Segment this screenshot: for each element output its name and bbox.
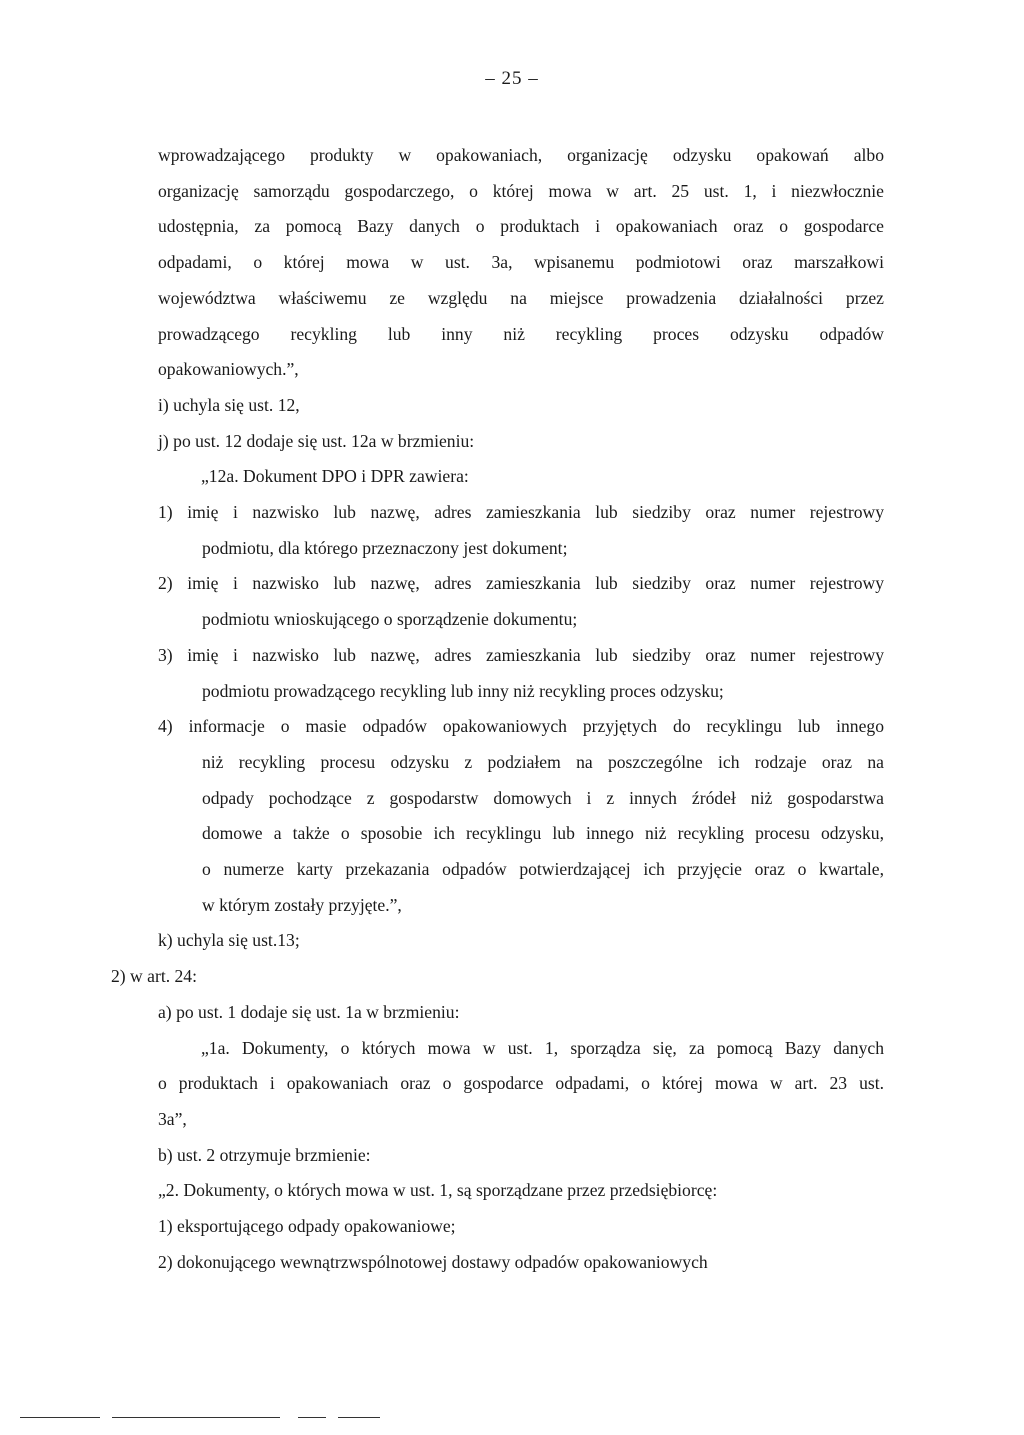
- text-line: wprowadzającego produkty w opakowaniach, organizację odzysku opakowań albo: [158, 145, 884, 165]
- list-item-line: 2) imię i nazwisko lub nazwę, adres zamieszkania lub siedziby oraz numer rejestrowy: [158, 573, 884, 594]
- para-12a-heading: „12a. Dokument DPO i DPR zawiera:: [201, 466, 469, 487]
- point-j: j) po ust. 12 dodaje się ust. 12a w brzmieniu:: [158, 430, 475, 451]
- list-item: [158, 495, 884, 566]
- point-i: i) uchyla się ust. 12,: [158, 394, 300, 415]
- list-item-line: podmiotu, dla którego przeznaczony jest dokument;: [202, 537, 568, 558]
- list-item: 1) eksportującego odpady opakowaniowe;: [158, 1216, 456, 1237]
- para-2-heading: „2. Dokumenty, o których mowa w ust. 1, są sporządzane przez przedsiębiorcę:: [158, 1180, 718, 1201]
- text-line: prowadzącego recykling lub inny niż recykling proces odzysku odpadów: [158, 323, 884, 344]
- list-item-line: 4) informacje o masie odpadów opakowaniowych przyjętych do recyklingu lub innego: [158, 716, 884, 737]
- text-line: o produktach i opakowaniach oraz o gospodarce odpadami, o której mowa w art. 23 ust.: [158, 1073, 884, 1094]
- list-item: 2) dokonującego wewnątrzwspólnotowej dostawy odpadów opakowaniowych: [158, 1251, 708, 1272]
- point-k: k) uchyla się ust.13;: [158, 930, 300, 951]
- point-a: a) po ust. 1 dodaje się ust. 1a w brzmieniu:: [158, 1001, 460, 1022]
- list-item-line: o numerze karty przekazania odpadów potwierdzającej ich przyjęcie oraz o kwartale,: [202, 859, 884, 880]
- list-item-line: niż recykling procesu odzysku z podziałem na poszczególne ich rodzaje oraz na: [202, 751, 884, 772]
- list-item-line: 1) imię i nazwisko lub nazwę, adres zamieszkania lub siedziby oraz numer rejestrowy: [158, 502, 884, 523]
- list-item: [158, 566, 884, 637]
- text-line: udostępnia, za pomocą Bazy danych o produktach i opakowaniach oraz o gospodarce: [158, 216, 884, 237]
- list-item: [158, 638, 884, 709]
- document-body: [111, 138, 884, 1281]
- list-item-line: w którym zostały przyjęte.”,: [202, 894, 402, 915]
- text-line: opakowaniowych.”,: [158, 359, 299, 380]
- text-line: organizację samorządu gospodarczego, o której mowa w art. 25 ust. 1, i niezwłocznie: [158, 180, 884, 201]
- list-item-line: podmiotu wnioskującego o sporządzenie dokumentu;: [202, 609, 578, 630]
- page-number: – 25 –: [485, 68, 539, 89]
- list-12a: [158, 495, 884, 923]
- text-line: 3a”,: [158, 1108, 187, 1129]
- text-line: „1a. Dokumenty, o których mowa w ust. 1, sporządza się, za pomocą Bazy danych: [201, 1037, 884, 1058]
- list-item-line: odpady pochodzące z gospodarstw domowych i z innych źródeł niż gospodarstwa: [202, 787, 884, 808]
- text-line: odpadami, o której mowa w ust. 3a, wpisanemu podmiotowi oraz marszałkowi: [158, 252, 884, 273]
- list-item-line: 3) imię i nazwisko lub nazwę, adres zamieszkania lub siedziby oraz numer rejestrowy: [158, 644, 884, 665]
- text-line: województwa właściwemu ze względu na miejsce prowadzenia działalności przez: [158, 287, 884, 308]
- list-item-line: domowe a także o sposobie ich recyklingu lub innego niż recykling procesu odzysku,: [202, 823, 884, 844]
- footer-rule: [20, 1417, 380, 1419]
- para-1a: [158, 1031, 884, 1138]
- point-2: 2) w art. 24:: [111, 966, 197, 987]
- list-item: [158, 709, 884, 923]
- opening-paragraph: [158, 138, 884, 388]
- point-b: b) ust. 2 otrzymuje brzmienie:: [158, 1144, 371, 1165]
- list-item-line: podmiotu prowadzącego recykling lub inny niż recykling proces odzysku;: [202, 680, 724, 701]
